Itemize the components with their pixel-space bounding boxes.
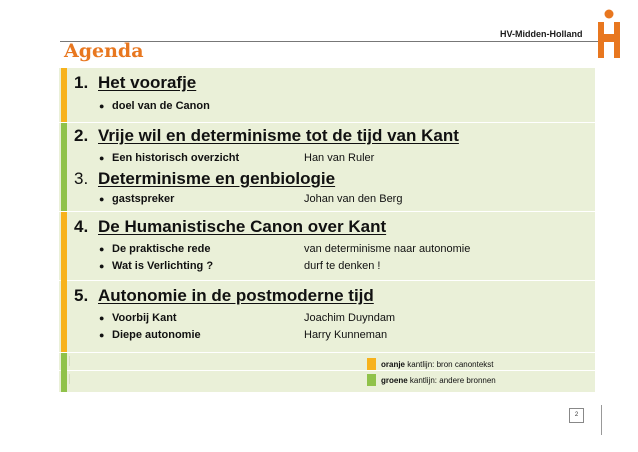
agenda-item-title: Het voorafje [98, 73, 197, 92]
org-name: HV-Midden-Holland [500, 29, 583, 39]
agenda-item-title: Autonomie in de postmoderne tijd [98, 286, 374, 305]
subitem-value: van determinisme naar autonomie [304, 243, 471, 255]
agenda-item-title: Determinisme en genbiologie [98, 169, 336, 188]
page-number: 2 [574, 412, 579, 418]
agenda-separator [59, 280, 595, 281]
agenda-item-number: 2. [74, 126, 89, 145]
subitem-label: Diepe autonomie [112, 329, 201, 341]
legend-keyword: oranje [381, 360, 406, 369]
legend-description: kantlijn: bron canontekst [405, 360, 494, 369]
subitem-label: doel van de Canon [112, 100, 210, 112]
agenda-separator [59, 211, 595, 212]
legend-orange [381, 360, 494, 369]
legend-swatch-orange [367, 358, 376, 370]
agenda-item-5 [74, 286, 374, 306]
subitem-value: Harry Kunneman [304, 329, 388, 341]
agenda-item-4 [74, 217, 386, 237]
agenda-subitem [99, 260, 381, 272]
subitem-value: Joachim Duyndam [304, 312, 396, 324]
agenda-item-number: 1. [74, 73, 89, 92]
bullet-icon: ● [99, 330, 105, 340]
subitem-value: Johan van den Berg [304, 193, 403, 205]
margin-bar-orange [61, 212, 67, 352]
humanist-figure-icon [596, 8, 622, 60]
agenda-separator [59, 352, 595, 353]
page-number-box [569, 408, 584, 423]
bullet-icon: ● [99, 101, 105, 111]
agenda-subitem [99, 243, 471, 255]
subitem-label: Een historisch overzicht [112, 152, 240, 164]
agenda-item-title: De Humanistische Canon over Kant [98, 217, 387, 236]
agenda-item-title: Vrije wil en determinisme tot de tijd van Kant [98, 126, 459, 145]
legend-keyword: groene [381, 376, 408, 385]
legend-description: kantlijn: andere bronnen [407, 376, 496, 385]
agenda-item-number: 5. [74, 286, 89, 305]
agenda-subitem [99, 329, 388, 341]
subitem-label: Voorbij Kant [112, 312, 177, 324]
subitem-label: De praktische rede [112, 243, 211, 255]
agenda-item-2 [74, 126, 459, 146]
agenda-separator [59, 122, 595, 123]
agenda-item-number: 3. [74, 169, 89, 188]
subitem-label: gastspreker [112, 193, 175, 205]
subitem-label: Wat is Verlichting ? [112, 260, 214, 272]
bullet-icon: ● [99, 244, 105, 254]
agenda-item-3 [74, 169, 335, 189]
agenda-separator [59, 370, 595, 371]
agenda-subitem [99, 312, 396, 324]
margin-bar-green [61, 123, 67, 211]
subitem-value: Han van Ruler [304, 152, 375, 164]
bullet-icon: ● [99, 313, 105, 323]
agenda-item-number: 4. [74, 217, 89, 236]
margin-tick [69, 356, 70, 366]
bullet-icon: ● [99, 261, 105, 271]
agenda-item-1 [74, 73, 196, 93]
agenda-subitem [99, 193, 403, 205]
page-rule [601, 405, 602, 435]
legend-green [381, 376, 496, 385]
agenda-subitem [99, 152, 375, 164]
agenda-subitem [99, 100, 210, 112]
margin-bar-orange [61, 68, 67, 122]
bullet-icon: ● [99, 194, 105, 204]
page-title: Agenda [64, 40, 144, 62]
margin-tick [69, 374, 70, 384]
legend-swatch-green [367, 374, 376, 386]
margin-bar-green [61, 353, 67, 392]
subitem-value: durf te denken ! [304, 260, 381, 272]
agenda-panel [59, 68, 595, 392]
bullet-icon: ● [99, 153, 105, 163]
